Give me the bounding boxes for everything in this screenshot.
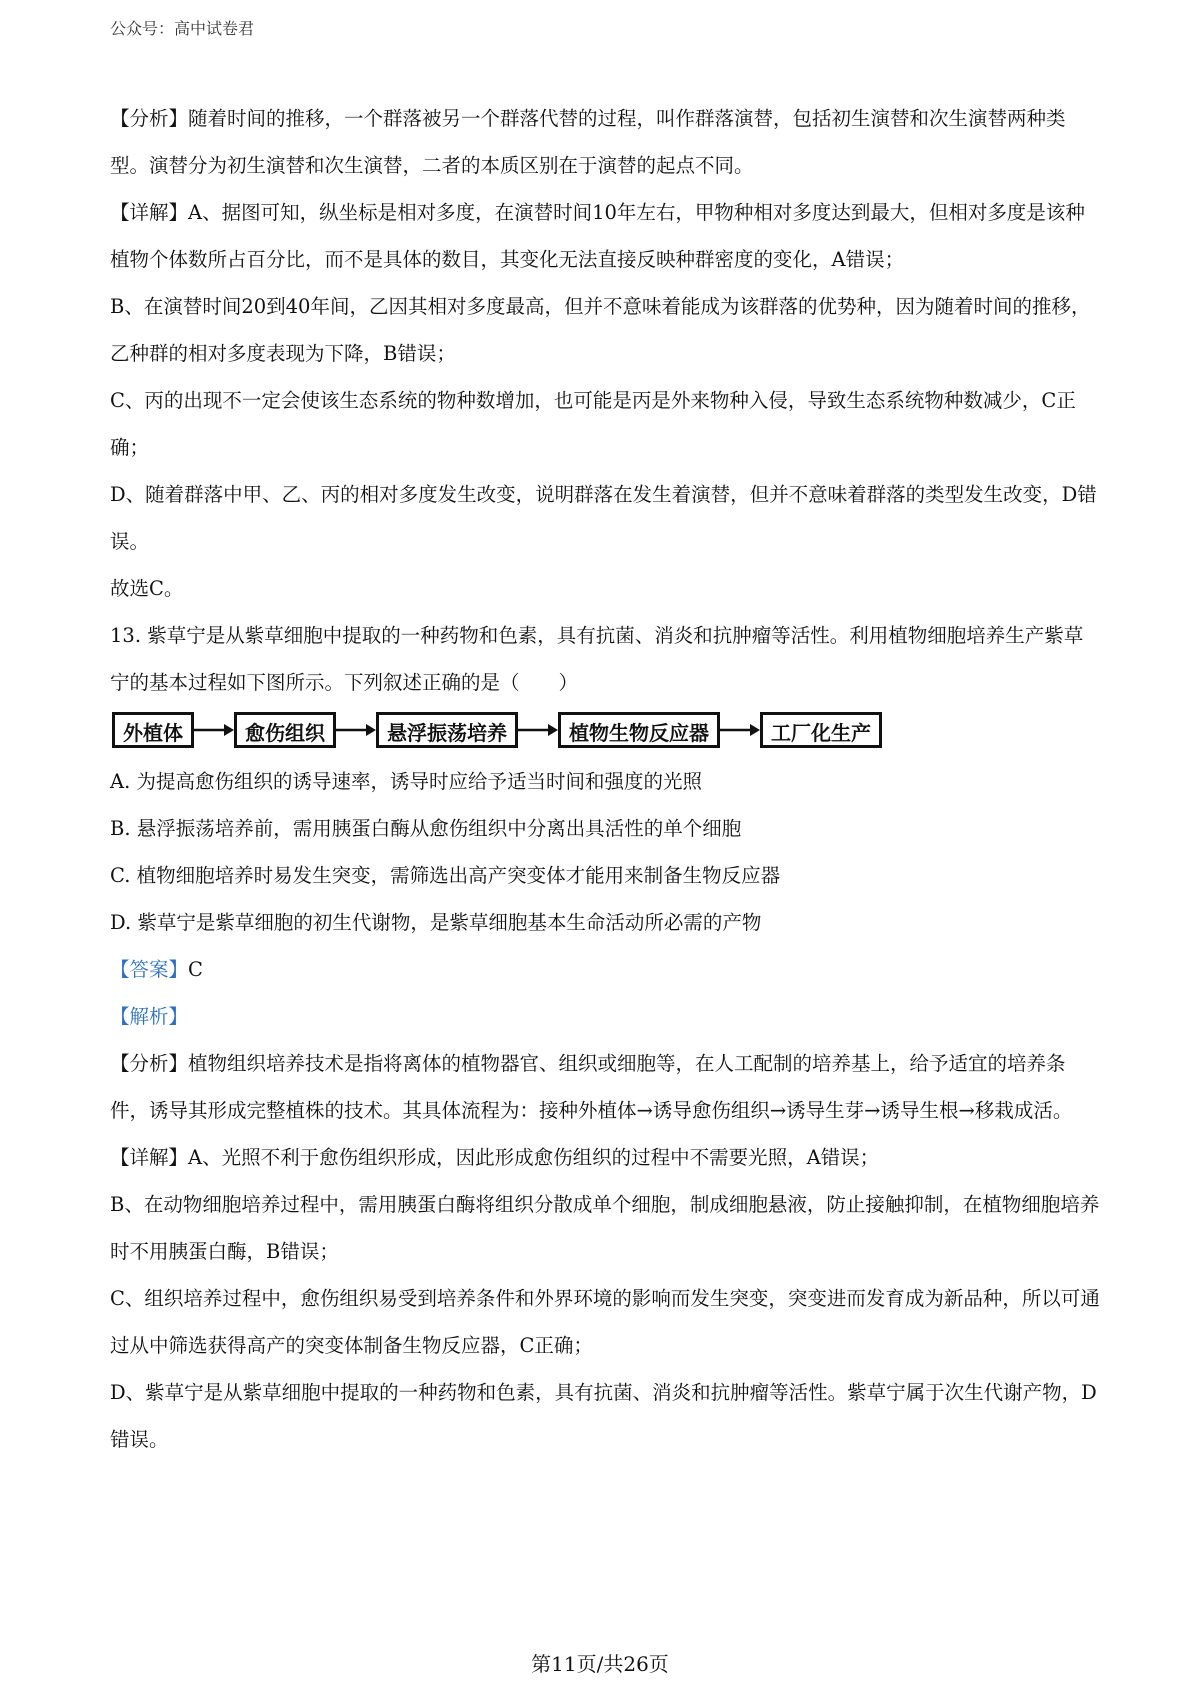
prev-detail-b: B、在演替时间20到40年间，乙因其相对多度最高，但并不意味着能成为该群落的优势种，因为随着时间的推移，乙种群的相对多度表现为下降，B错误； bbox=[110, 295, 1091, 365]
flow-arrow-icon bbox=[194, 720, 234, 740]
detail-d: D、紫草宁是从紫草细胞中提取的一种药物和色素，具有抗菌、消炎和抗肿瘤等活性。紫草宁属于次生代谢产物，D错误。 bbox=[110, 1381, 1097, 1451]
analysis: 【分析】植物组织培养技术是指将离体的植物器官、组织或细胞等，在人工配制的培养基上，给予适宜的培养条件，诱导其形成完整植株的技术。其具体流程为：接种外植体→诱导愈伤组织→诱导生芽→诱导生根→移栽成活。 bbox=[110, 1052, 1073, 1122]
flow-arrow-icon bbox=[336, 720, 376, 740]
prev-conclusion: 故选C。 bbox=[110, 577, 184, 600]
page-content bbox=[110, 95, 1100, 1463]
flow-step-explant: 外植体 bbox=[112, 712, 194, 748]
process-flow-diagram bbox=[112, 708, 1100, 752]
detail-a: 【详解】A、光照不利于愈伤组织形成，因此形成愈伤组织的过程中不需要光照，A错误； bbox=[110, 1146, 880, 1169]
flow-step-callus: 愈伤组织 bbox=[234, 712, 336, 748]
flow-step-suspension-culture: 悬浮振荡培养 bbox=[376, 712, 518, 748]
prev-detail-d: D、随着群落中甲、乙、丙的相对多度发生改变，说明群落在发生着演替，但并不意味着群落的类型发生改变，D错误。 bbox=[110, 483, 1097, 553]
flow-step-industrial-production: 工厂化生产 bbox=[760, 712, 882, 748]
prev-detail-a: 【详解】A、据图可知，纵坐标是相对多度，在演替时间10年左右，甲物种相对多度达到最大，但相对多度是该种植物个体数所占百分比，而不是具体的数目，其变化无法直接反映种群密度的变化，A错误； bbox=[110, 201, 1085, 271]
option-a: A. 为提高愈伤组织的诱导速率，诱导时应给予适当时间和强度的光照 bbox=[110, 770, 702, 793]
answer-line bbox=[110, 946, 1100, 993]
page-number: 第11页/共26页 bbox=[531, 1652, 669, 1676]
detail-c: C、组织培养过程中，愈伤组织易受到培养条件和外界环境的影响而发生突变，突变进而发育成为新品种，所以可通过从中筛选获得高产的突变体制备生物反应器，C正确； bbox=[110, 1287, 1100, 1357]
jiexi-label: 【解析】 bbox=[110, 1005, 189, 1028]
flow-arrow-icon bbox=[518, 720, 558, 740]
answer-value: C bbox=[188, 958, 203, 981]
option-d: D. 紫草宁是紫草细胞的初生代谢物，是紫草细胞基本生命活动所必需的产物 bbox=[110, 911, 762, 934]
question-stem: 13. 紫草宁是从紫草细胞中提取的一种药物和色素，具有抗菌、消炎和抗肿瘤等活性。利用植物细胞培养生产紫草宁的基本过程如下图所示。下列叙述正确的是（ ） bbox=[110, 624, 1084, 694]
flow-arrow-icon bbox=[720, 720, 760, 740]
answer-label: 【答案】 bbox=[110, 958, 189, 981]
option-c: C. 植物细胞培养时易发生突变，需筛选出高产突变体才能用来制备生物反应器 bbox=[110, 864, 781, 887]
flow-step-bioreactor: 植物生物反应器 bbox=[558, 712, 720, 748]
prev-analysis: 【分析】随着时间的推移，一个群落被另一个群落代替的过程，叫作群落演替，包括初生演替和次生演替两种类型。演替分为初生演替和次生演替，二者的本质区别在于演替的起点不同。 bbox=[110, 107, 1066, 177]
prev-detail-c: C、丙的出现不一定会使该生态系统的物种数增加，也可能是丙是外来物种入侵，导致生态系统物种数减少，C正确； bbox=[110, 389, 1076, 459]
detail-b: B、在动物细胞培养过程中，需用胰蛋白酶将组织分散成单个细胞，制成细胞悬液，防止接触抑制，在植物细胞培养时不用胰蛋白酶，B错误； bbox=[110, 1193, 1100, 1263]
page-header: 公众号：高中试卷君 bbox=[110, 19, 255, 38]
option-b: B. 悬浮振荡培养前，需用胰蛋白酶从愈伤组织中分离出具活性的单个细胞 bbox=[110, 817, 742, 840]
